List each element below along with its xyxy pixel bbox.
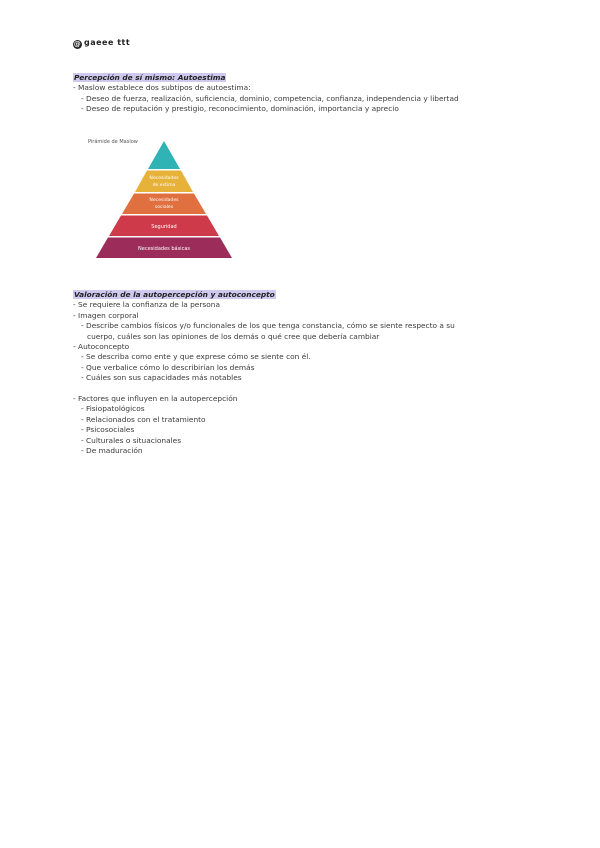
list-item: - Se describa como ente y que exprese cómo se siente con él. <box>81 352 311 362</box>
list-item: - Imagen corporal <box>73 310 139 320</box>
brand-handle-text: gaeee ttt <box>84 38 131 47</box>
brand-handle <box>73 38 130 49</box>
pyramid-level-estima <box>135 171 193 193</box>
list-item: - Que verbalice cómo lo describirían los demás <box>81 362 255 372</box>
section-title: Percepción de sí mismo: Autoestima <box>74 73 226 82</box>
list-item: - Culturales o situacionales <box>81 435 182 445</box>
pyramid-level-top <box>148 141 180 169</box>
pyramid-label-seguridad: Seguridad <box>151 224 177 230</box>
pyramid-label-sociales-2: sociales <box>154 205 174 210</box>
section-valoracion <box>73 290 455 456</box>
pyramid-label-estima-2: de estima <box>152 183 176 188</box>
list-item: - Psicosociales <box>81 425 135 435</box>
pyramid-label-basicas: Necesidades básicas <box>138 246 190 252</box>
maslow-pyramid-image <box>86 131 242 266</box>
list-item: - Relacionados con el tratamiento <box>81 414 206 424</box>
list-item: - Deseo de reputación y prestigio, reconocimiento, dominación, importancia y aprecio <box>81 104 399 114</box>
list-item: - Se requiere la confianza de la persona <box>73 300 220 310</box>
list-item: - De maduración <box>81 446 143 456</box>
pyramid-level-sociales <box>122 194 206 215</box>
list-item: - Deseo de fuerza, realización, suficiencia, dominio, competencia, confianza, independencia y libertad <box>81 93 459 103</box>
list-item: - Fisiopatológicos <box>81 404 145 414</box>
list-item: - Autoconcepto <box>73 342 130 352</box>
list-item: - Cuáles son sus capacidades más notables <box>81 373 242 383</box>
pyramid-label-sociales-1: Necesidades <box>149 198 179 203</box>
section-autoestima <box>73 73 459 115</box>
list-item: - Describe cambios físicos y/o funcionales de los que tenga constancia, cómo se siente respecto a su <box>81 321 455 331</box>
list-item-continuation: cuerpo, cuáles son las opiniones de los demás o qué cree que debería cambiar <box>87 331 380 341</box>
section-title: Valoración de la autopercepción y autoconcepto <box>74 290 275 299</box>
intro-line: - Maslow establece dos subtipos de autoestima: <box>73 83 251 93</box>
at-icon: @ <box>73 40 82 48</box>
factors-title: - Factores que influyen en la autopercepción <box>73 394 238 404</box>
pyramid-title: Pirámide de Maslow <box>88 139 138 145</box>
pyramid-label-estima-1: Necesidades <box>149 176 179 181</box>
